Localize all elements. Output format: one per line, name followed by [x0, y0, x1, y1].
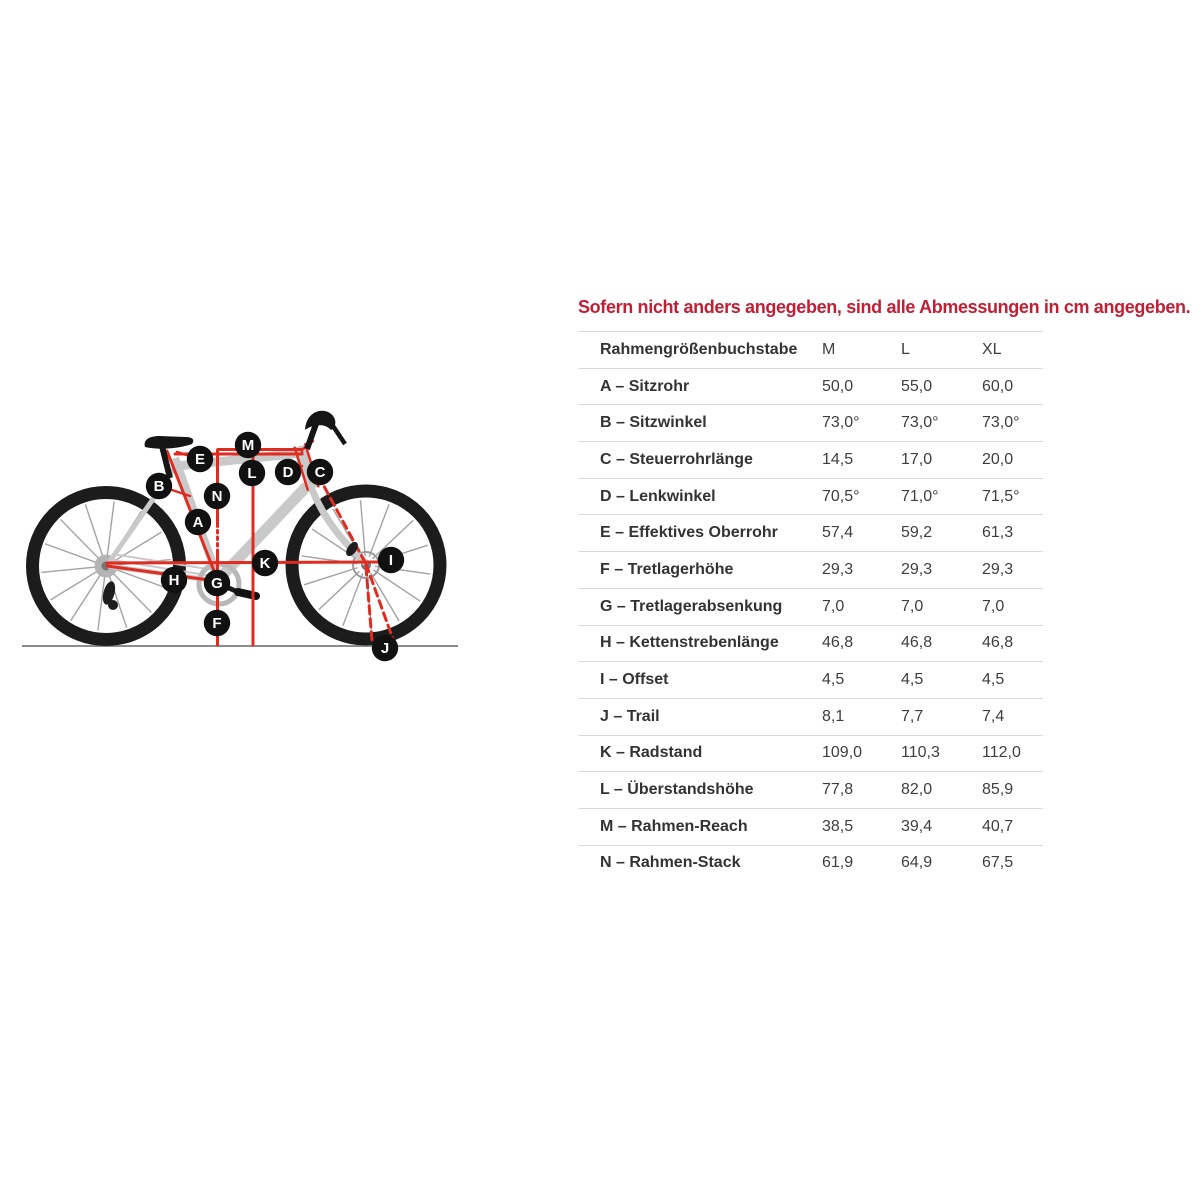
row-label: K – Radstand — [600, 744, 703, 762]
row-value-l: 110,3 — [901, 744, 940, 762]
row-value-l: 46,8 — [901, 634, 933, 652]
row-value-xl: 20,0 — [982, 450, 1014, 468]
table-row — [579, 698, 1043, 735]
row-value-m: 14,5 — [822, 450, 854, 468]
diagram-badge-f — [204, 610, 230, 636]
svg-text:L: L — [247, 465, 257, 483]
dimensions-note: Sofern nicht anders angegeben, sind alle Abmessungen in cm angegeben. — [578, 297, 1191, 317]
row-value-xl: 67,5 — [982, 854, 1014, 872]
row-value-l: 39,4 — [901, 817, 933, 835]
row-value-l: 82,0 — [901, 781, 933, 799]
row-value-l: 4,5 — [901, 671, 924, 689]
svg-text:M: M — [241, 437, 255, 455]
row-value-xl: 61,3 — [982, 524, 1014, 542]
diagram-badge-b — [146, 473, 172, 499]
row-label: L – Überstandshöhe — [600, 781, 754, 799]
table-row — [579, 405, 1043, 442]
row-value-m: 70,5° — [822, 487, 860, 505]
diagram-badge-a — [185, 509, 211, 535]
diagram-badge-d — [275, 459, 301, 485]
row-value-l: 55,0 — [901, 377, 933, 395]
svg-text:F: F — [212, 615, 222, 633]
row-value-xl: 7,4 — [982, 707, 1005, 725]
row-value-xl: 7,0 — [982, 597, 1005, 615]
seat-post — [162, 446, 170, 478]
table-row — [579, 808, 1043, 845]
handlebar — [305, 411, 335, 430]
table-row — [579, 552, 1043, 589]
svg-text:B: B — [153, 478, 165, 496]
diagram-badge-g — [204, 570, 230, 596]
row-label: H – Kettenstrebenlänge — [600, 634, 779, 652]
row-value-m: 8,1 — [822, 707, 845, 725]
row-value-xl: 46,8 — [982, 634, 1014, 652]
table-row — [579, 515, 1043, 552]
geometry-table — [579, 331, 1043, 881]
row-value-xl: 40,7 — [982, 817, 1014, 835]
row-label: N – Rahmen-Stack — [600, 854, 741, 872]
svg-text:E: E — [194, 451, 206, 469]
table-row — [579, 735, 1043, 772]
row-label: E – Effektives Oberrohr — [600, 524, 778, 542]
saddle — [145, 436, 194, 449]
row-value-xl: 29,3 — [982, 560, 1014, 578]
col-header-m: M — [822, 340, 836, 358]
row-value-m: 7,0 — [822, 597, 845, 615]
row-value-xl: 4,5 — [982, 671, 1005, 689]
col-header-l: L — [901, 340, 910, 358]
table-header-row — [579, 332, 1043, 369]
row-value-xl: 85,9 — [982, 781, 1014, 799]
diagram-badge-l — [239, 460, 265, 486]
diagram-badge-k — [252, 550, 278, 576]
diagram-badge-e — [187, 446, 213, 472]
row-value-xl: 73,0° — [982, 414, 1020, 432]
diagram-badge-i — [378, 547, 404, 573]
row-value-m: 38,5 — [822, 817, 854, 835]
row-value-m: 109,0 — [822, 744, 863, 762]
svg-text:C: C — [314, 464, 326, 482]
diagram-badge-c — [307, 459, 333, 485]
row-value-l: 17,0 — [901, 450, 933, 468]
table-row — [579, 625, 1043, 662]
row-value-l: 64,9 — [901, 854, 933, 872]
svg-text:G: G — [211, 575, 223, 593]
row-label: G – Tretlagerabsenkung — [600, 597, 783, 615]
row-value-l: 7,0 — [901, 597, 924, 615]
table-row — [579, 662, 1043, 699]
brake-lever — [331, 423, 345, 444]
table-row — [579, 845, 1043, 881]
row-value-m: 77,8 — [822, 781, 854, 799]
row-label: C – Steuerrohrlänge — [600, 450, 753, 468]
row-value-m: 73,0° — [822, 414, 860, 432]
bike-geometry-diagram — [0, 395, 470, 665]
diagram-badge-m — [235, 432, 261, 458]
row-value-l: 29,3 — [901, 560, 933, 578]
diagram-badge-n — [204, 483, 230, 509]
table-row — [579, 368, 1043, 405]
svg-text:A: A — [192, 514, 204, 532]
svg-text:I: I — [388, 552, 394, 570]
table-row — [579, 478, 1043, 515]
row-label: D – Lenkwinkel — [600, 487, 716, 505]
svg-text:N: N — [211, 488, 223, 506]
row-value-xl: 60,0 — [982, 377, 1014, 395]
row-value-m: 57,4 — [822, 524, 854, 542]
svg-text:H: H — [168, 572, 180, 590]
row-value-m: 61,9 — [822, 854, 854, 872]
row-label: I – Offset — [600, 671, 669, 689]
row-value-m: 29,3 — [822, 560, 854, 578]
wheelbase-line-k — [107, 562, 381, 563]
col-header-xl: XL — [982, 340, 1002, 358]
row-value-m: 4,5 — [822, 671, 845, 689]
row-label: B – Sitzwinkel — [600, 414, 707, 432]
row-value-xl: 112,0 — [982, 744, 1021, 762]
svg-text:J: J — [380, 640, 390, 658]
row-value-m: 50,0 — [822, 377, 854, 395]
row-label: A – Sitzrohr — [600, 377, 690, 395]
table-row — [579, 588, 1043, 625]
table-row — [579, 772, 1043, 809]
row-value-l: 59,2 — [901, 524, 933, 542]
diagram-badge-h — [161, 567, 187, 593]
row-value-l: 7,7 — [901, 707, 924, 725]
row-label: M – Rahmen-Reach — [600, 817, 748, 835]
svg-text:D: D — [282, 464, 294, 482]
row-value-xl: 71,5° — [982, 487, 1020, 505]
row-label: F – Tretlagerhöhe — [600, 560, 734, 578]
steering-axis-dashed — [366, 564, 394, 642]
svg-text:K: K — [259, 555, 271, 573]
col-header-label: Rahmengrößenbuchstabe — [600, 340, 798, 358]
table-row — [579, 442, 1043, 479]
row-value-m: 46,8 — [822, 634, 854, 652]
row-value-l: 71,0° — [901, 487, 939, 505]
row-label: J – Trail — [600, 707, 660, 725]
diagram-badge-j — [372, 635, 398, 661]
row-value-l: 73,0° — [901, 414, 939, 432]
